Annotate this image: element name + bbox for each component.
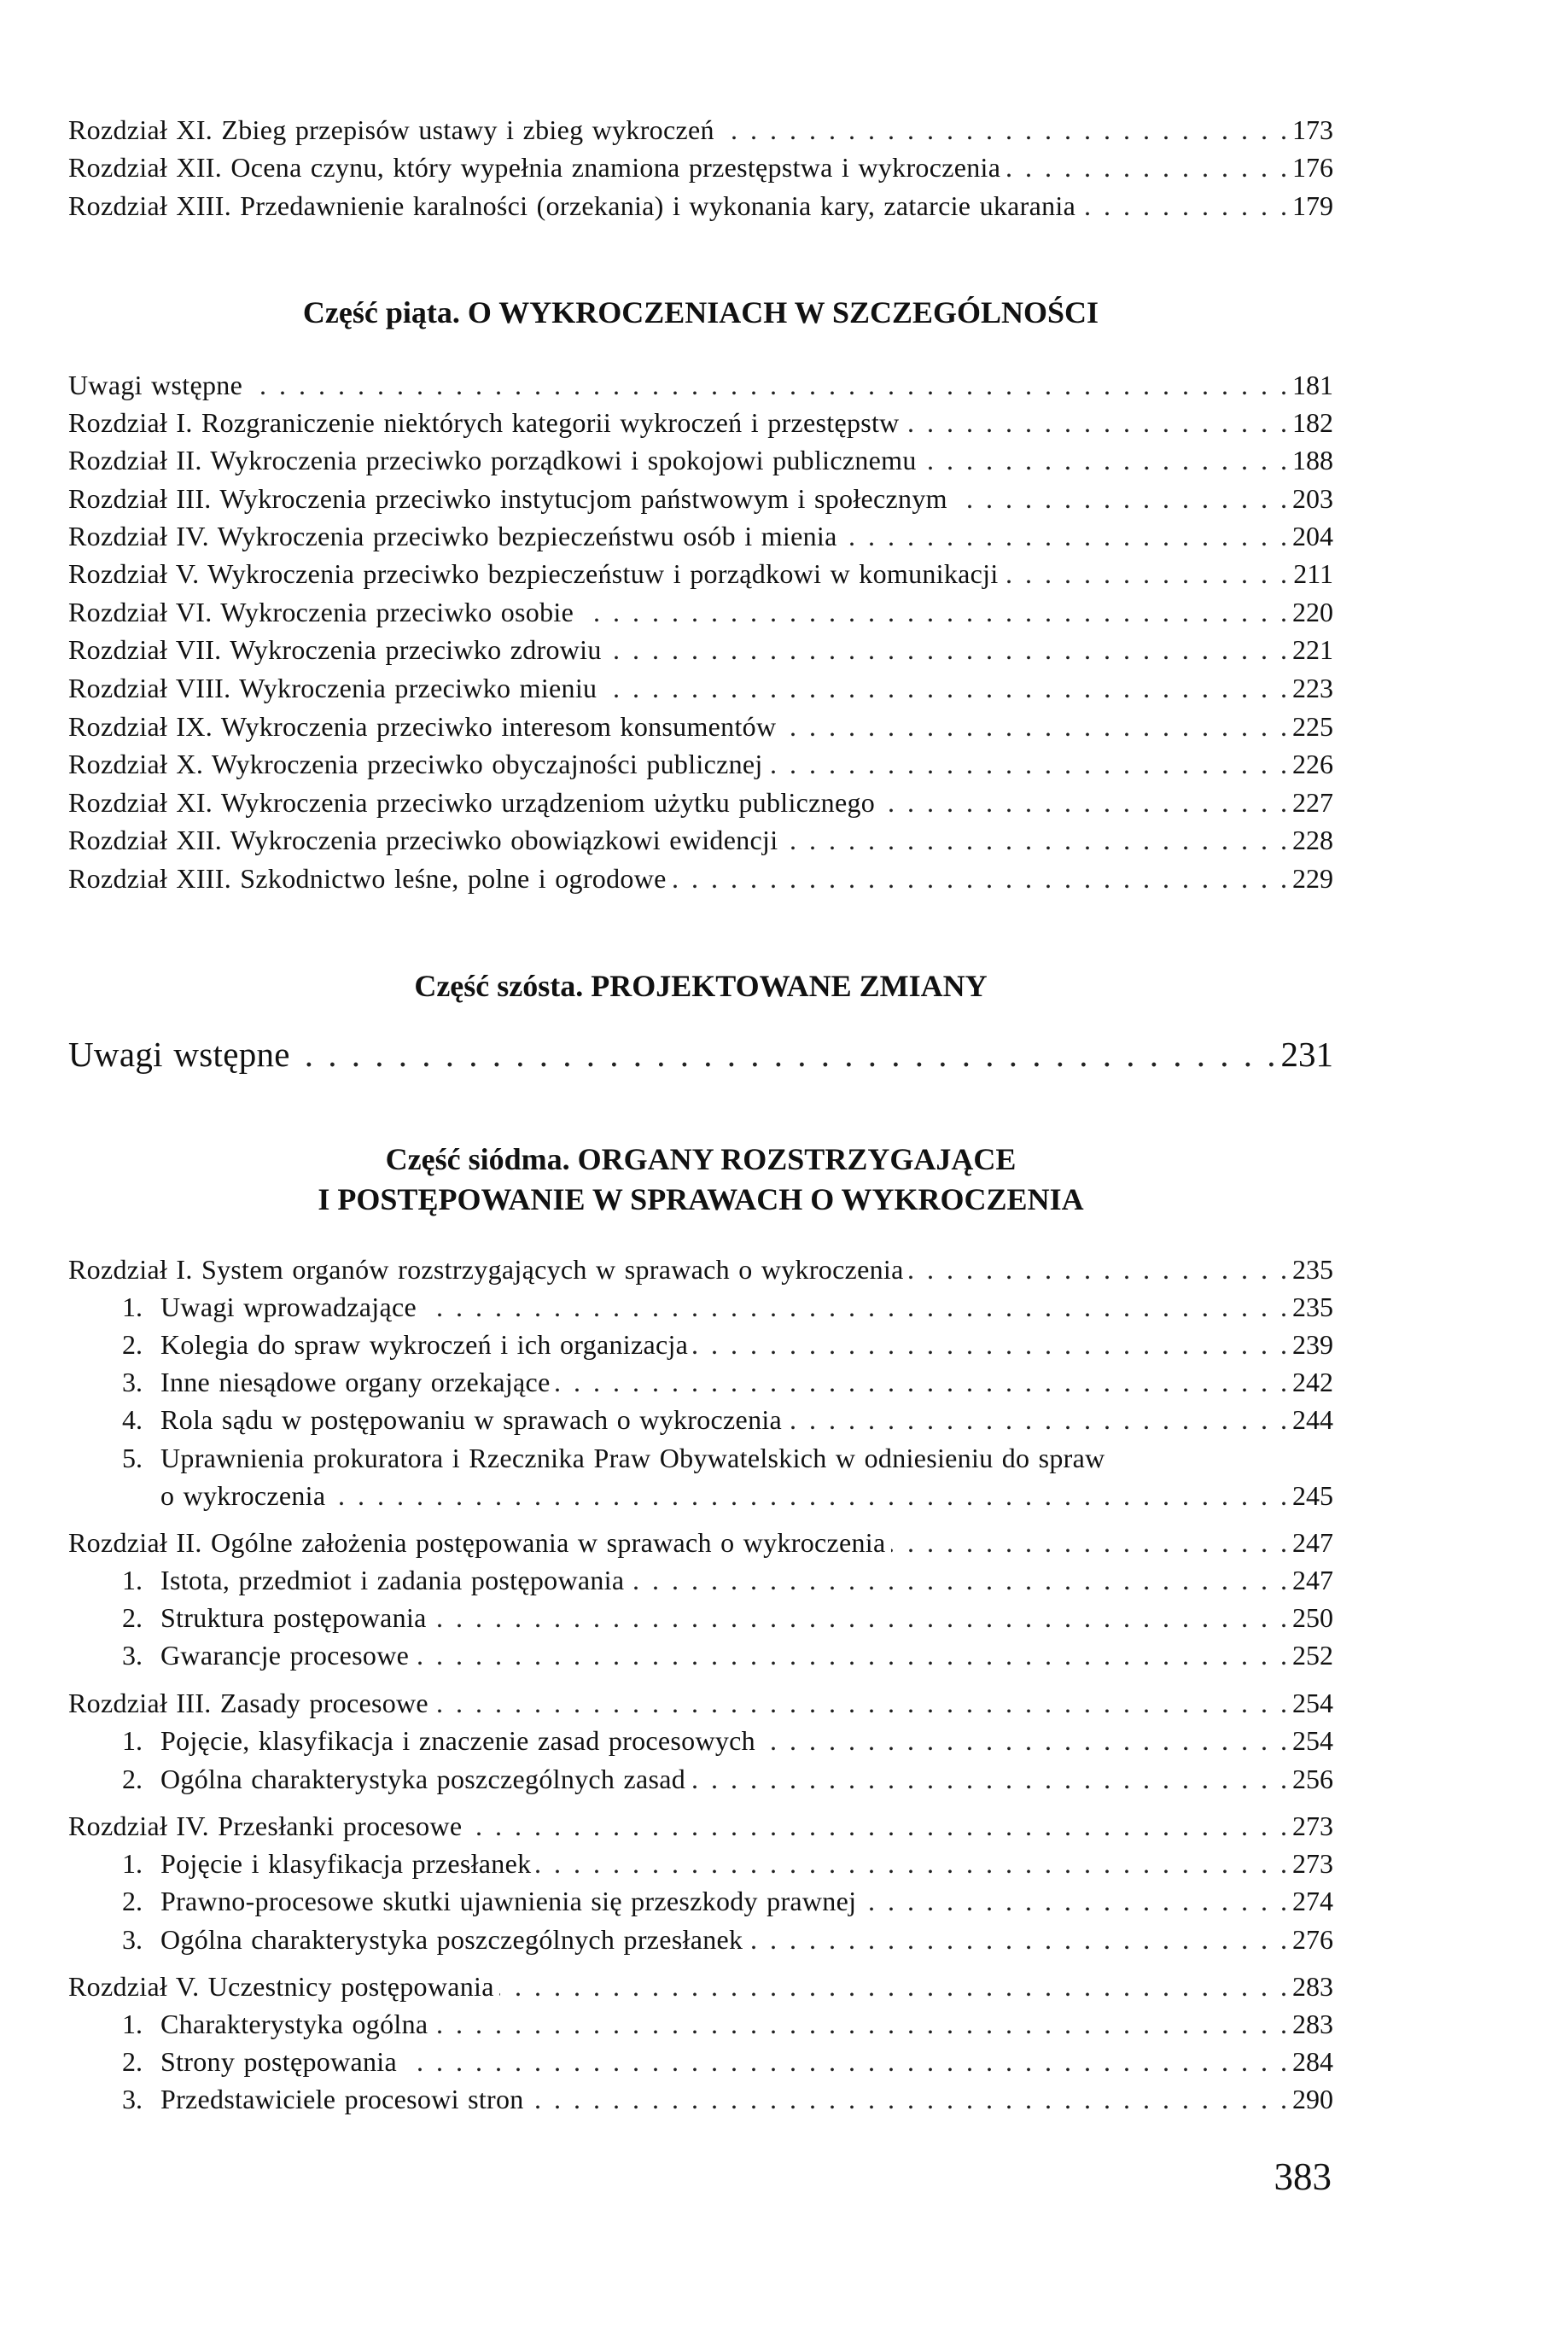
entry-page: 239 bbox=[1292, 1329, 1333, 1360]
entry-title: Rozdział IV. Wykroczenia przeciwko bezpieczeństwu osób i mienia bbox=[68, 521, 837, 551]
leader-dots bbox=[691, 1760, 1287, 1798]
leader-dots bbox=[434, 1684, 1287, 1722]
toc-entry bbox=[68, 111, 1333, 149]
entry-page: 273 bbox=[1292, 1848, 1333, 1879]
leader-dots bbox=[248, 366, 1287, 404]
entry-page: 211 bbox=[1293, 558, 1333, 589]
part-heading-line2 bbox=[68, 1179, 1333, 1220]
toc-entry bbox=[68, 669, 1333, 707]
entry-title: Rozdział III. Zasady procesowe bbox=[68, 1688, 428, 1718]
leader-dots bbox=[536, 1845, 1287, 1882]
entry-page: 245 bbox=[1292, 1480, 1333, 1511]
subsection-entry bbox=[122, 1326, 1333, 1363]
entry-title: Rozdział XII. Wykroczenia przeciwko obowiązkowi ewidencji bbox=[68, 825, 778, 855]
page-number: 383 bbox=[1274, 2155, 1332, 2198]
subsection-entry bbox=[122, 1599, 1333, 1636]
entry-page: 290 bbox=[1292, 2084, 1333, 2114]
chapter-entry bbox=[68, 1251, 1333, 1288]
subsection-entry bbox=[122, 1636, 1333, 1674]
leader-dots bbox=[787, 1401, 1287, 1438]
entry-title: Uwagi wstępne bbox=[68, 1035, 290, 1074]
leader-dots bbox=[607, 631, 1287, 668]
entry-page: 221 bbox=[1292, 634, 1333, 665]
leader-dots bbox=[909, 1251, 1287, 1288]
entry-page: 284 bbox=[1292, 2046, 1333, 2077]
leader-dots bbox=[432, 1599, 1287, 1636]
item-number: 1. bbox=[122, 1565, 143, 1595]
leader-dots bbox=[905, 404, 1287, 441]
toc-entry bbox=[68, 708, 1333, 745]
entry-page: 244 bbox=[1292, 1404, 1333, 1435]
entry-page: 176 bbox=[1292, 152, 1333, 183]
leader-dots bbox=[422, 1288, 1287, 1326]
part-heading bbox=[68, 965, 1333, 1006]
leader-dots bbox=[556, 1363, 1287, 1401]
entry-page: 273 bbox=[1292, 1811, 1333, 1841]
leader-dots bbox=[922, 441, 1287, 479]
leader-dots bbox=[953, 480, 1287, 517]
entry-page: 223 bbox=[1292, 673, 1333, 703]
subsection-entry bbox=[122, 1882, 1333, 1920]
item-number: 2. bbox=[122, 2046, 143, 2077]
item-number: 2. bbox=[122, 1602, 143, 1633]
subsection-entry bbox=[122, 2005, 1333, 2043]
subsection-entry bbox=[122, 2043, 1333, 2080]
leader-dots bbox=[1004, 555, 1287, 592]
entry-page: 247 bbox=[1292, 1565, 1333, 1595]
part-title: ORGANY ROZSTRZYGAJĄCE bbox=[577, 1142, 1017, 1176]
subsection-entry bbox=[122, 1561, 1333, 1599]
entry-page: 182 bbox=[1292, 407, 1333, 438]
toc-entry bbox=[68, 149, 1333, 186]
leader-dots bbox=[499, 1968, 1287, 2005]
leader-dots bbox=[861, 1882, 1287, 1920]
entry-page: 235 bbox=[1292, 1292, 1333, 1322]
entry-title: Kolegia do spraw wykroczeń i ich organizacja bbox=[160, 1329, 689, 1360]
entry-page: 173 bbox=[1292, 114, 1333, 145]
entry-title: Strony postępowania bbox=[160, 2046, 397, 2077]
leader-dots bbox=[693, 1326, 1287, 1363]
entry-title: Rozdział XII. Ocena czynu, który wypełnia znamiona przestępstwa i wykroczenia bbox=[68, 152, 1001, 183]
entry-page: 181 bbox=[1292, 370, 1333, 400]
leader-dots bbox=[880, 784, 1287, 821]
part-title: O WYKROCZENIACH W SZCZEGÓLNOŚCI bbox=[467, 295, 1099, 329]
item-number: 2. bbox=[122, 1764, 143, 1794]
leader-dots bbox=[781, 708, 1287, 745]
toc-entry bbox=[68, 187, 1333, 225]
entry-title: Rozdział I. Rozgraniczenie niektórych kategorii wykroczeń i przestępstw bbox=[68, 407, 900, 438]
entry-page: 226 bbox=[1292, 749, 1333, 779]
toc-entry bbox=[68, 366, 1333, 404]
entry-page: 252 bbox=[1292, 1640, 1333, 1671]
entry-title: Rozdział XI. Wykroczenia przeciwko urządzeniom użytku publicznego bbox=[68, 787, 876, 818]
part-label: Część piąta. bbox=[302, 295, 460, 329]
item-number: 3. bbox=[122, 1640, 143, 1671]
leader-dots bbox=[842, 517, 1287, 555]
entry-title: Istota, przedmiot i zadania postępowania bbox=[160, 1565, 625, 1595]
part-heading bbox=[68, 292, 1333, 333]
toc-entry bbox=[68, 480, 1333, 517]
entry-page: 227 bbox=[1292, 787, 1333, 818]
entry-title: Uprawnienia prokuratora i Rzecznika Praw Obywatelskich w odniesieniu do spraw bbox=[160, 1443, 1105, 1473]
leader-dots bbox=[295, 1031, 1276, 1077]
toc-entry bbox=[68, 860, 1333, 897]
subsection-entry bbox=[122, 1760, 1333, 1798]
entry-title: Rozdział V. Wykroczenia przeciwko bezpieczeństuw i porządkowi w komunikacji bbox=[68, 558, 999, 589]
entry-page: 179 bbox=[1292, 190, 1333, 221]
subsection-entry bbox=[122, 1845, 1333, 1882]
leader-dots bbox=[1081, 187, 1287, 225]
part-label: Część szósta. bbox=[414, 969, 584, 1003]
entry-page: 225 bbox=[1292, 711, 1333, 742]
entry-title: Rozdział II. Ogólne założenia postępowania w sprawach o wykroczenia bbox=[68, 1527, 886, 1558]
entry-title: Przedstawiciele procesowi stron bbox=[160, 2084, 524, 2114]
leader-dots bbox=[629, 1561, 1287, 1599]
toc-entry bbox=[68, 784, 1333, 821]
toc-entry bbox=[68, 517, 1333, 555]
entry-title: Rozdział XI. Zbieg przepisów ustawy i zbieg wykroczeń bbox=[68, 114, 714, 145]
leader-dots bbox=[720, 111, 1287, 149]
subsection-entry bbox=[122, 1363, 1333, 1401]
leader-dots bbox=[467, 1807, 1287, 1845]
entry-title: Rozdział XIII. Szkodnictwo leśne, polne i ogrodowe bbox=[68, 863, 667, 894]
entry-title: Struktura postępowania bbox=[160, 1602, 427, 1633]
subsection-continuation bbox=[160, 1477, 1333, 1514]
entry-title: Rozdział IX. Wykroczenia przeciwko interesom konsumentów bbox=[68, 711, 777, 742]
leader-dots bbox=[414, 1636, 1287, 1674]
entry-page: 188 bbox=[1292, 445, 1333, 475]
item-number: 3. bbox=[122, 1367, 143, 1397]
leader-dots bbox=[402, 2043, 1287, 2080]
entry-page: 283 bbox=[1292, 2009, 1333, 2039]
entry-page: 254 bbox=[1292, 1688, 1333, 1718]
entry-title: Pojęcie i klasyfikacja przesłanek bbox=[160, 1848, 532, 1879]
leader-dots bbox=[891, 1524, 1287, 1561]
subsection-entry bbox=[122, 1921, 1333, 1958]
entry-title: Gwarancje procesowe bbox=[160, 1640, 410, 1671]
chapter-entry bbox=[68, 1684, 1333, 1722]
item-number: 1. bbox=[122, 1725, 143, 1756]
item-number: 1. bbox=[122, 1292, 143, 1322]
toc-entry bbox=[68, 1031, 1333, 1077]
entry-page: 247 bbox=[1292, 1527, 1333, 1558]
item-number: 2. bbox=[122, 1886, 143, 1916]
leader-dots bbox=[748, 1921, 1287, 1958]
entry-title: Pojęcie, klasyfikacja i znaczenie zasad procesowych bbox=[160, 1725, 755, 1756]
leader-dots bbox=[330, 1477, 1287, 1514]
entry-title: Rozdział I. System organów rozstrzygających w sprawach o wykroczenia bbox=[68, 1254, 904, 1285]
chapter-entry bbox=[68, 1524, 1333, 1561]
entry-page: 254 bbox=[1292, 1725, 1333, 1756]
subsection-entry bbox=[122, 1439, 1333, 1477]
item-number: 1. bbox=[122, 1848, 143, 1879]
item-number: 5. bbox=[122, 1443, 143, 1473]
entry-title: Ogólna charakterystyka poszczególnych zasad bbox=[160, 1764, 686, 1794]
entry-page: 250 bbox=[1292, 1602, 1333, 1633]
entry-title: Rozdział XIII. Przedawnienie karalności (orzekania) i wykonania kary, zatarcie ukarania bbox=[68, 190, 1076, 221]
part-label: Część siódma. bbox=[385, 1142, 570, 1176]
toc-entry bbox=[68, 404, 1333, 441]
entry-title: Rozdział VI. Wykroczenia przeciwko osobie bbox=[68, 597, 574, 627]
subsection-entry bbox=[122, 1722, 1333, 1759]
entry-page: 228 bbox=[1292, 825, 1333, 855]
toc-entry bbox=[68, 441, 1333, 479]
entry-page: 235 bbox=[1292, 1254, 1333, 1285]
subsection-entry bbox=[122, 2080, 1333, 2118]
entry-title: Rozdział VIII. Wykroczenia przeciwko mieniu bbox=[68, 673, 597, 703]
leader-dots bbox=[1006, 149, 1287, 186]
subsection-entry bbox=[122, 1401, 1333, 1438]
part-title-line2: I POSTĘPOWANIE W SPRAWACH O WYKROCZENIA bbox=[318, 1182, 1084, 1216]
leader-dots bbox=[768, 745, 1287, 783]
item-number: 2. bbox=[122, 1329, 143, 1360]
entry-page: 242 bbox=[1292, 1367, 1333, 1397]
toc-entry bbox=[68, 593, 1333, 631]
entry-title: Rozdział X. Wykroczenia przeciwko obyczajności publicznej bbox=[68, 749, 763, 779]
leader-dots bbox=[761, 1722, 1287, 1759]
item-number: 4. bbox=[122, 1404, 143, 1435]
entry-page: 274 bbox=[1292, 1886, 1333, 1916]
entry-title-continuation: o wykroczenia bbox=[160, 1480, 326, 1511]
entry-page: 203 bbox=[1292, 483, 1333, 514]
item-number: 3. bbox=[122, 1924, 143, 1955]
entry-title: Prawno-procesowe skutki ujawnienia się przeszkody prawnej bbox=[160, 1886, 857, 1916]
entry-page: 220 bbox=[1292, 597, 1333, 627]
toc-entry bbox=[68, 555, 1333, 592]
entry-title: Charakterystyka ogólna bbox=[160, 2009, 428, 2039]
toc-entry bbox=[68, 631, 1333, 668]
entry-page: 231 bbox=[1280, 1035, 1333, 1074]
leader-dots bbox=[672, 860, 1287, 897]
entry-title: Rozdział IV. Przesłanki procesowe bbox=[68, 1811, 463, 1841]
entry-title: Ogólna charakterystyka poszczególnych przesłanek bbox=[160, 1924, 743, 1955]
leader-dots bbox=[433, 2005, 1287, 2043]
entry-title: Rola sądu w postępowaniu w sprawach o wykroczenia bbox=[160, 1404, 783, 1435]
entry-title: Rozdział II. Wykroczenia przeciwko porządkowi i spokojowi publicznemu bbox=[68, 445, 917, 475]
entry-page: 276 bbox=[1292, 1924, 1333, 1955]
leader-dots bbox=[783, 821, 1287, 859]
entry-page: 204 bbox=[1292, 521, 1333, 551]
entry-title: Uwagi wstępne bbox=[68, 370, 243, 400]
toc-entry bbox=[68, 821, 1333, 859]
chapter-entry bbox=[68, 1968, 1333, 2005]
leader-dots bbox=[602, 669, 1287, 707]
item-number: 3. bbox=[122, 2084, 143, 2114]
entry-title: Uwagi wprowadzające bbox=[160, 1292, 417, 1322]
entry-page: 256 bbox=[1292, 1764, 1333, 1794]
chapter-entry bbox=[68, 1807, 1333, 1845]
entry-title: Rozdział V. Uczestnicy postępowania bbox=[68, 1971, 494, 2002]
leader-dots bbox=[579, 593, 1287, 631]
leader-dots bbox=[529, 2080, 1287, 2118]
entry-title: Rozdział III. Wykroczenia przeciwko instytucjom państwowym i społecznym bbox=[68, 483, 947, 514]
entry-page: 283 bbox=[1292, 1971, 1333, 2002]
part-heading bbox=[68, 1139, 1333, 1180]
item-number: 1. bbox=[122, 2009, 143, 2039]
entry-title: Inne niesądowe organy orzekające bbox=[160, 1367, 551, 1397]
part-title: PROJEKTOWANE ZMIANY bbox=[591, 969, 988, 1003]
entry-page: 229 bbox=[1292, 863, 1333, 894]
subsection-entry bbox=[122, 1288, 1333, 1326]
entry-title: Rozdział VII. Wykroczenia przeciwko zdrowiu bbox=[68, 634, 602, 665]
toc-entry bbox=[68, 745, 1333, 783]
